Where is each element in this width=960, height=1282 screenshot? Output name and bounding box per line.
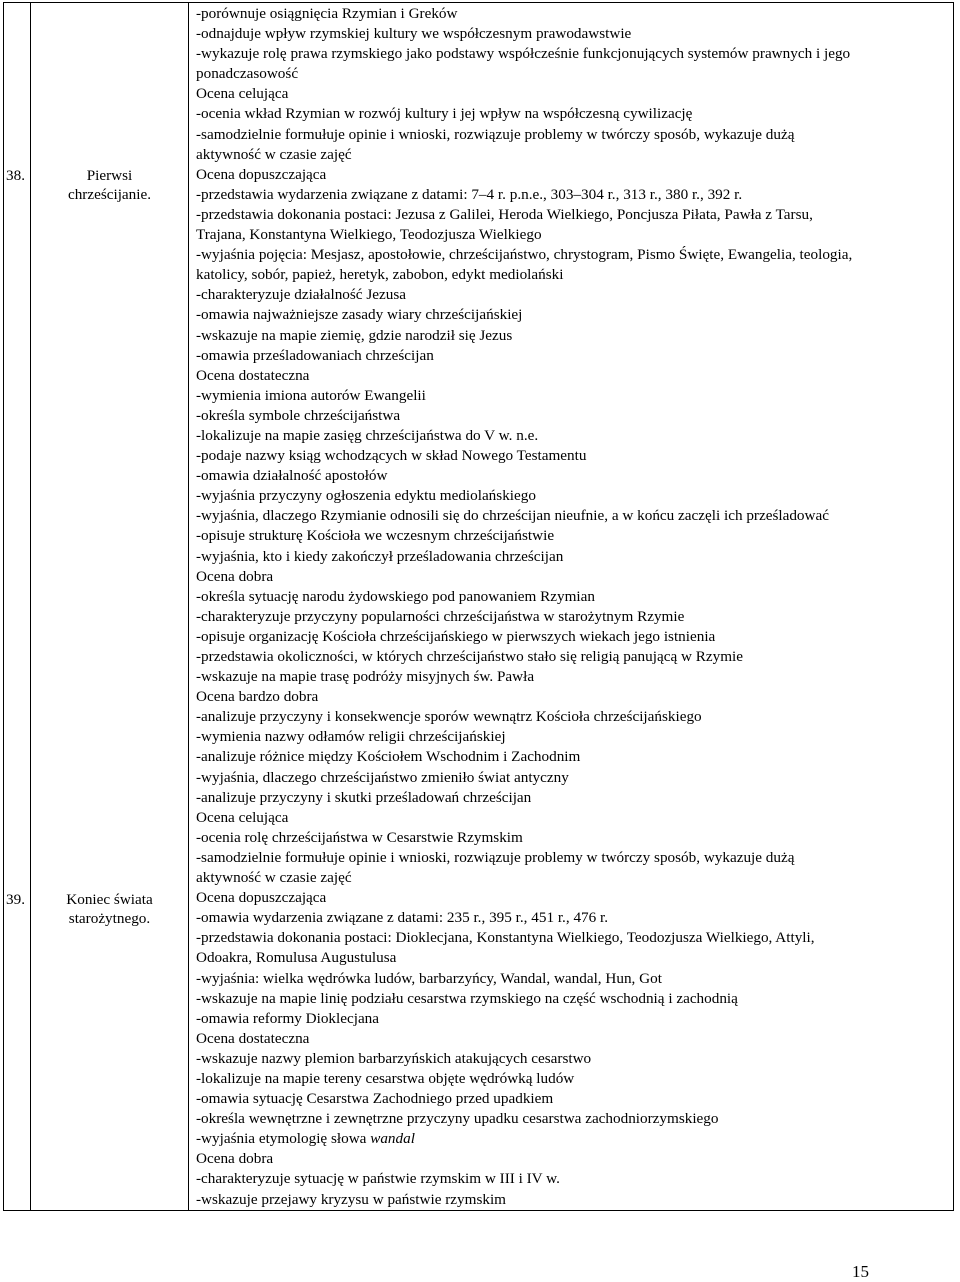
requirement-text: -omawia prześladowaniach chrześcijan (196, 346, 434, 364)
requirement-line (196, 64, 953, 84)
italic-term: wandal (370, 1130, 415, 1148)
requirement-text: -określa wewnętrzne i zewnętrzne przyczyny upadku cesarstwa zachodniorzymskiego (196, 1110, 719, 1128)
requirement-line (196, 989, 953, 1009)
requirement-line (196, 828, 953, 848)
requirement-text: Ocena dobra (196, 567, 274, 585)
requirement-line (196, 466, 953, 486)
requirement-line (196, 265, 953, 285)
requirement-line (196, 1069, 953, 1089)
requirement-text: Trajana, Konstantyna Wielkiego, Teodozjusza Wielkiego (196, 226, 542, 244)
requirement-text: -ocenia wkład Rzymian w rozwój kultury i jej wpływ na współczesną cywilizację (196, 105, 693, 123)
topic-line: starożytnego. (68, 910, 151, 927)
requirement-line (196, 567, 953, 587)
requirement-line (196, 908, 953, 928)
requirement-text: -lokalizuje na mapie tereny cesarstwa objęte wędrówką ludów (196, 1069, 575, 1087)
requirement-text: -porównuje osiągnięcia Rzymian i Greków (196, 5, 458, 22)
requirement-line (196, 426, 953, 446)
requirement-line (196, 44, 953, 64)
requirement-line (196, 285, 953, 305)
topic-line: Pierwsi (86, 167, 133, 184)
requirement-line (196, 1009, 953, 1029)
requirement-text: Ocena dostateczna (196, 1029, 310, 1047)
requirement-text: -omawia reformy Dioklecjana (196, 1009, 380, 1027)
requirement-text: Ocena dopuszczająca (196, 889, 327, 907)
requirement-text: -ocenia rolę chrześcijaństwa w Cesarstwie Rzymskim (196, 828, 523, 846)
requirement-text: -odnajduje wpływ rzymskiej kultury we współczesnym prawodawstwie (196, 25, 632, 43)
requirement-line (196, 386, 953, 406)
requirement-line (196, 948, 953, 968)
requirement-text: -wyjaśnia, kto i kiedy zakończył prześladowania chrześcijan (196, 547, 564, 565)
requirement-text: -podaje nazwy ksiąg wchodzących w skład Nowego Testamentu (196, 447, 587, 465)
requirement-text: -przedstawia dokonania postaci: Jezusa z Galilei, Heroda Wielkiego, Poncjusza Piłata, Pawła z Tarsu, (196, 205, 813, 223)
requirement-line (196, 165, 953, 185)
requirement-line (196, 406, 953, 426)
requirement-line (196, 547, 953, 567)
requirement-text: -wyjaśnia: wielka wędrówka ludów, barbarzyńcy, Wandal, wandal, Hun, Got (196, 969, 662, 987)
requirement-line (196, 587, 953, 607)
requirement-line (196, 326, 953, 346)
requirement-text: -omawia wydarzenia związane z datami: 235 r., 395 r., 451 r., 476 r. (196, 909, 609, 927)
requirement-text: -wyjaśnia, dlaczego Rzymianie odnosili się do chrześcijan nieufnie, a w końcu zaczęli ich prześladować (196, 507, 829, 525)
requirement-text: -analizuje różnice między Kościołem Wschodnim i Zachodnim (196, 748, 581, 766)
requirement-line (196, 366, 953, 386)
requirement-text: aktywność w czasie zajęć (196, 145, 352, 163)
requirement-line (196, 607, 953, 627)
requirement-line (196, 526, 953, 546)
requirement-text: katolicy, sobór, papież, heretyk, zabobon, edykt mediolański (196, 266, 564, 284)
requirement-line (196, 506, 953, 526)
requirement-line (196, 647, 953, 667)
requirement-text: Ocena celująca (196, 808, 289, 826)
requirement-line (196, 346, 953, 366)
requirement-text: -opisuje organizację Kościoła chrześcijańskiego w pierwszych wiekach jego istnienia (196, 627, 716, 645)
topic-line: Koniec świata (66, 891, 153, 908)
requirement-line (196, 125, 953, 145)
requirement-line (196, 305, 953, 325)
requirement-text: -charakteryzuje działalność Jezusa (196, 286, 406, 304)
requirement-line (196, 1109, 953, 1129)
requirement-text: -charakteryzuje sytuację w państwie rzymskim w III i IV w. (196, 1170, 560, 1188)
requirement-text: -samodzielnie formułuje opinie i wnioski, rozwiązuje problemy w twórczy sposób, wykazuje dużą (196, 125, 795, 143)
requirement-text: aktywność w czasie zajęć (196, 869, 352, 887)
requirement-line (196, 808, 953, 828)
requirement-text: Ocena celująca (196, 85, 289, 103)
requirement-text: -przedstawia dokonania postaci: Dioklecjana, Konstantyna Wielkiego, Teodozjusza Wielkiego, Attyli, (196, 929, 815, 947)
requirement-line (196, 928, 953, 948)
requirement-text: -wskazuje przejawy kryzysu w państwie rzymskim (196, 1190, 506, 1208)
requirement-text: -wyjaśnia przyczyny ogłoszenia edyktu mediolańskiego (196, 487, 536, 505)
requirement-line (196, 969, 953, 989)
requirement-text: -wskazuje nazwy plemion barbarzyńskich atakujących cesarstwo (196, 1049, 592, 1067)
requirement-line (196, 627, 953, 647)
requirement-line (196, 667, 953, 687)
topic-line: chrześcijanie. (67, 186, 152, 203)
requirement-text: -omawia najważniejsze zasady wiary chrześcijańskiej (196, 306, 523, 324)
requirement-text: -wskazuje na mapie linię podziału cesarstwa rzymskiego na część wschodnią i zachodnią (196, 989, 738, 1007)
lesson-number-cell (4, 3, 31, 1211)
requirement-text: -określa sytuację narodu żydowskiego pod panowaniem Rzymian (196, 587, 595, 605)
requirement-text: -omawia sytuację Cesarstwa Zachodniego przed upadkiem (196, 1090, 554, 1108)
requirement-text: -lokalizuje na mapie zasięg chrześcijaństwa do V w. n.e. (196, 426, 539, 444)
lesson-number-39: 39. (6, 891, 25, 908)
requirement-text: -wymienia imiona autorów Ewangelii (196, 386, 426, 404)
requirement-text: -wskazuje na mapie trasę podróży misyjnych św. Pawła (196, 668, 535, 686)
page-number: 15 (852, 1262, 869, 1281)
requirement-line (196, 84, 953, 104)
lesson-topic-39 (33, 890, 186, 928)
requirement-line (196, 225, 953, 245)
requirement-line (196, 1149, 953, 1169)
requirement-text: -wyjaśnia, dlaczego chrześcijaństwo zmieniło świat antyczny (196, 768, 569, 786)
requirements-list (196, 3, 953, 1210)
requirement-text: -samodzielnie formułuje opinie i wnioski, rozwiązuje problemy w twórczy sposób, wykazuje dużą (196, 848, 795, 866)
curriculum-table (3, 2, 954, 1211)
requirement-text: -charakteryzuje przyczyny popularności chrześcijaństwa w starożytnym Rzymie (196, 607, 685, 625)
requirement-line (196, 205, 953, 225)
lesson-number-38: 38. (6, 167, 25, 184)
requirement-line (196, 1029, 953, 1049)
requirement-text: -wskazuje na mapie ziemię, gdzie narodził się Jezus (196, 326, 513, 344)
requirement-line (196, 145, 953, 165)
requirement-line (196, 848, 953, 868)
table-row (4, 3, 954, 1211)
requirement-line (196, 868, 953, 888)
requirement-line (196, 1190, 953, 1210)
requirement-line (196, 24, 953, 44)
requirement-text: Ocena dopuszczająca (196, 165, 327, 183)
requirement-line (196, 1049, 953, 1069)
requirement-text: -omawia działalność apostołów (196, 467, 388, 485)
requirements-cell (189, 3, 954, 1211)
requirement-text: -wyjaśnia etymologię słowa (196, 1130, 367, 1148)
requirement-line (196, 768, 953, 788)
requirement-line (196, 707, 953, 727)
requirement-text: -analizuje przyczyny i konsekwencje sporów wewnątrz Kościoła chrześcijańskiego (196, 708, 702, 726)
requirement-line (196, 1129, 953, 1149)
requirement-text: -analizuje przyczyny i skutki prześladowań chrześcijan (196, 788, 532, 806)
requirement-line (196, 888, 953, 908)
requirement-line (196, 747, 953, 767)
requirement-text: Ocena dobra (196, 1150, 274, 1168)
requirement-line (196, 1089, 953, 1109)
requirement-line (196, 245, 953, 265)
lesson-topic-38 (33, 166, 186, 204)
requirement-text: Ocena dostateczna (196, 366, 310, 384)
requirement-text: -przedstawia okoliczności, w których chrześcijaństwo stało się religią panującą w Rzymie (196, 648, 743, 665)
requirement-line (196, 446, 953, 466)
requirement-line (196, 185, 953, 205)
requirement-text: -przedstawia wydarzenia związane z datami: 7–4 r. p.n.e., 303–304 r., 313 r., 380 r., 392 r. (196, 185, 743, 203)
requirement-line (196, 687, 953, 707)
requirement-text: -wyjaśnia pojęcia: Mesjasz, apostołowie, chrześcijaństwo, chrystogram, Pismo Święte, Ewangelia, teologia, (196, 246, 853, 264)
requirement-line (196, 104, 953, 124)
requirement-line (196, 486, 953, 506)
requirement-line (196, 727, 953, 747)
requirement-line (196, 4, 953, 24)
requirement-line (196, 1169, 953, 1189)
requirement-text: -wymienia nazwy odłamów religii chrześcijańskiej (196, 728, 506, 746)
requirement-text: -opisuje strukturę Kościoła we wczesnym chrześcijaństwie (196, 527, 555, 545)
requirement-text: Ocena bardzo dobra (196, 688, 319, 706)
requirement-line (196, 788, 953, 808)
requirement-text: ponadczasowość (196, 65, 299, 83)
requirement-text: -określa symbole chrześcijaństwa (196, 406, 401, 424)
requirement-text: Odoakra, Romulusa Augustulusa (196, 949, 397, 967)
lesson-topic-cell (31, 3, 189, 1211)
requirement-text: -wykazuje rolę prawa rzymskiego jako podstawy współcześnie funkcjonujących systemów prawnych i jego (196, 45, 851, 63)
